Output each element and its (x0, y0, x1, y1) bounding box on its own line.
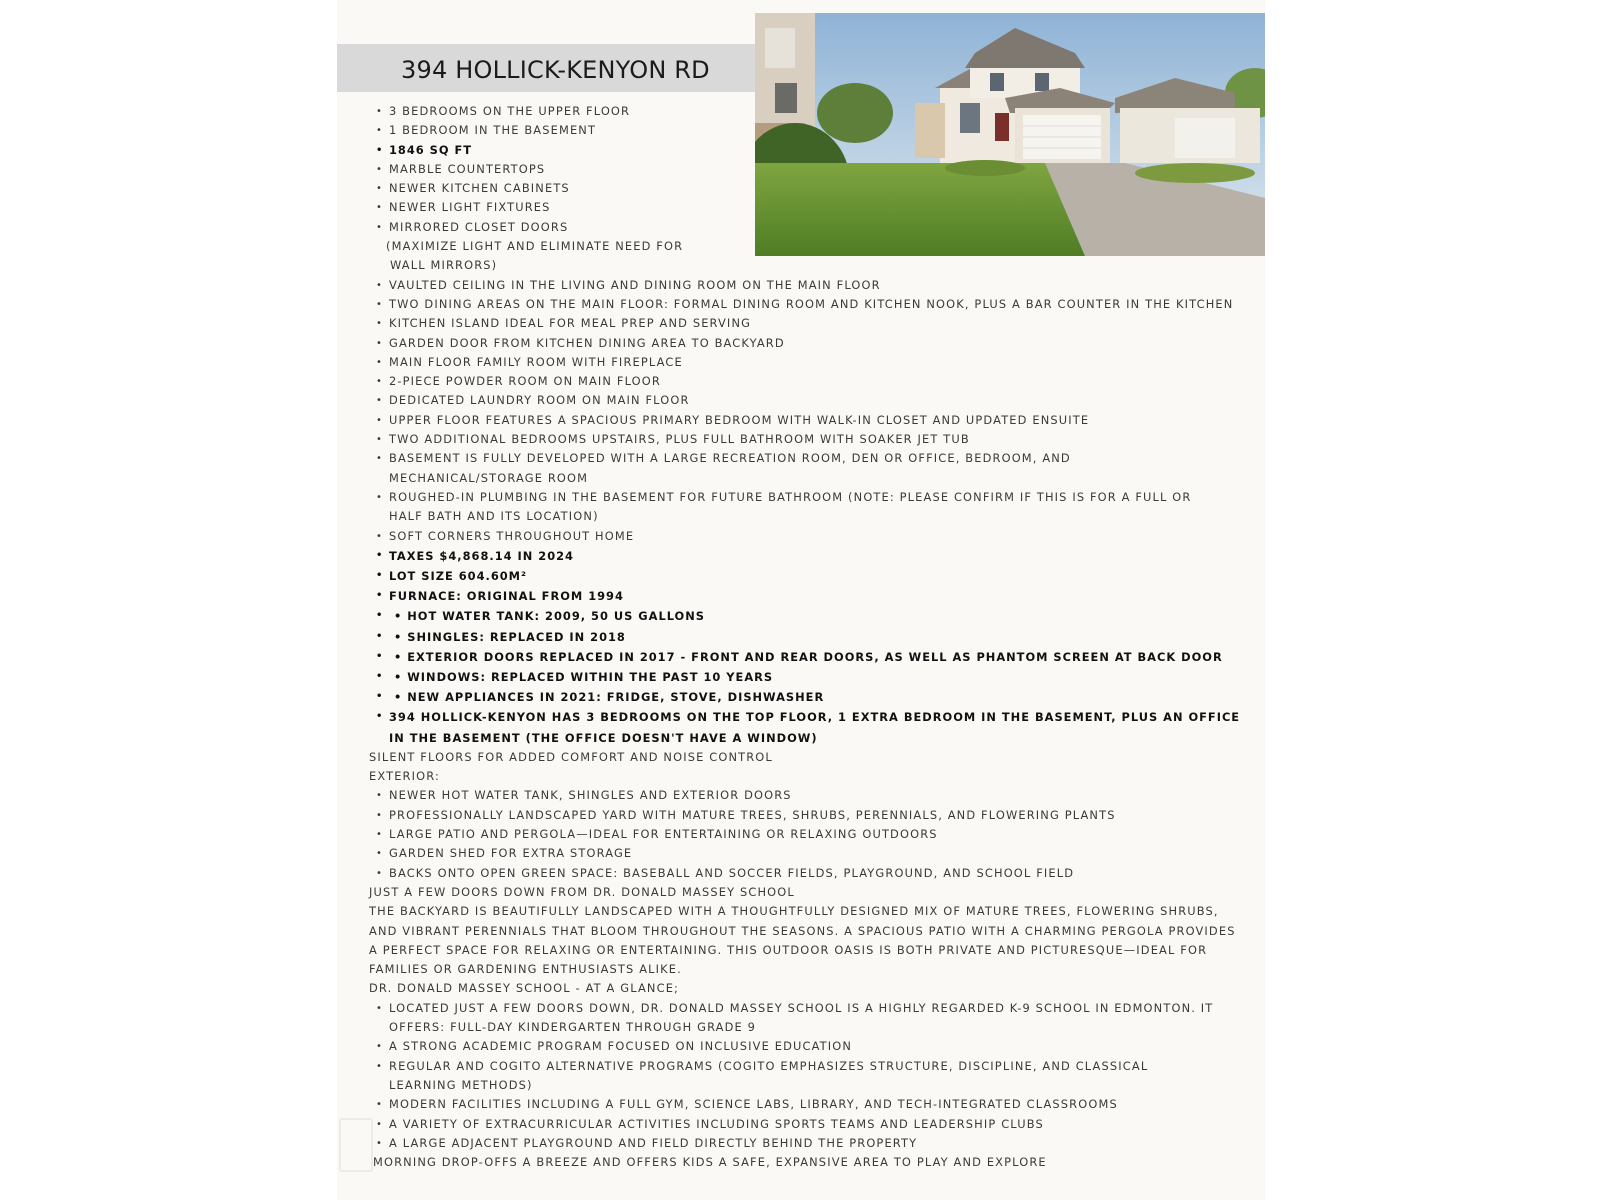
feature-item: • 3 BEDROOMS ON THE UPPER FLOOR (369, 102, 699, 121)
exterior-item: • LARGE PATIO AND PERGOLA—IDEAL FOR ENTERTAINING OR RELAXING OUTDOORS (369, 825, 1249, 844)
listing-sheet (337, 0, 1265, 1200)
exterior-item: • NEWER HOT WATER TANK, SHINGLES AND EXTERIOR DOORS (369, 786, 1249, 805)
feature-item: • DEDICATED LAUNDRY ROOM ON MAIN FLOOR (369, 391, 1249, 410)
exterior-item: • PROFESSIONALLY LANDSCAPED YARD WITH MATURE TREES, SHRUBS, PERENNIALS, AND FLOWERING PLANTS (369, 806, 1249, 825)
features-list-top (369, 102, 699, 237)
feature-item: • 2-PIECE POWDER ROOM ON MAIN FLOOR (369, 372, 1249, 391)
watermark-logo (339, 1118, 373, 1172)
listing-title: 394 HOLLICK-KENYON RD (401, 56, 710, 84)
feature-item: • TWO ADDITIONAL BEDROOMS UPSTAIRS, PLUS FULL BATHROOM WITH SOAKER JET TUB (369, 430, 1249, 449)
feature-item: • 1 BEDROOM IN THE BASEMENT (369, 121, 699, 140)
feature-item: • SOFT CORNERS THROUGHOUT HOME (369, 527, 1249, 546)
feature-item: • GARDEN DOOR FROM KITCHEN DINING AREA TO BACKYARD (369, 334, 1249, 353)
backyard-paragraph: THE BACKYARD IS BEAUTIFULLY LANDSCAPED WITH A THOUGHTFULLY DESIGNED MIX OF MATURE TREES, FLOWERING SHRUBS, AND VIBRANT PERENNIALS THAT BLOOM THROUGHOUT THE SEASONS. A SPACIOUS PATIO WITH A CHARMING PERGOLA PROVIDES A PERFECT SPACE FOR RELAXING OR ENTERTAINING. THIS OUTDOOR OASIS IS BOTH PRIVATE AND PICTURESQUE—IDEAL FOR FAMILIES OR GARDENING ENTHUSIASTS ALIKE. (369, 904, 1236, 977)
feature-item-sqft: • 1846 SQ FT (369, 141, 699, 160)
closing-line: MORNING DROP-OFFS A BREEZE AND OFFERS KIDS A SAFE, EXPANSIVE AREA TO PLAY AND EXPLORE (373, 1155, 1047, 1170)
mirror-note-line-2: WALL MIRRORS) (390, 258, 498, 273)
feature-item: • NEWER LIGHT FIXTURES (369, 198, 699, 217)
exterior-item: • BACKS ONTO OPEN GREEN SPACE: BASEBALL AND SOCCER FIELDS, PLAYGROUND, AND SCHOOL FIELD (369, 864, 1249, 883)
school-near-line: JUST A FEW DOORS DOWN FROM DR. DONALD MASSEY SCHOOL (369, 884, 795, 899)
feature-item: • UPPER FLOOR FEATURES A SPACIOUS PRIMARY BEDROOM WITH WALK-IN CLOSET AND UPDATED ENSUITE (369, 411, 1249, 430)
feature-item: • NEWER KITCHEN CABINETS (369, 179, 699, 198)
bedrooms-summary-item: • 394 HOLLICK-KENYON HAS 3 BEDROOMS ON THE TOP FLOOR, 1 EXTRA BEDROOM IN THE BASEMENT, PLUS AN OFFICE IN THE BASEMENT (THE OFFICE DOESN'T HAVE A WINDOW) (369, 707, 1249, 747)
school-item: • LOCATED JUST A FEW DOORS DOWN, DR. DONALD MASSEY SCHOOL IS A HIGHLY REGARDED K-9 SCHOOL IN EDMONTON. IT OFFERS: FULL-DAY KINDERGARTEN THROUGH GRADE 9 (369, 999, 1229, 1038)
school-list (369, 999, 1249, 1153)
furnace-item: • FURNACE: ORIGINAL FROM 1994 (369, 586, 1249, 606)
school-item: • A VARIETY OF EXTRACURRICULAR ACTIVITIES INCLUDING SPORTS TEAMS AND LEADERSHIP CLUBS (369, 1115, 1249, 1134)
feature-item: • KITCHEN ISLAND IDEAL FOR MEAL PREP AND SERVING (369, 314, 1249, 333)
appliances-item: • • NEW APPLIANCES IN 2021: FRIDGE, STOVE, DISHWASHER (369, 687, 1249, 707)
hot-water-item: • • HOT WATER TANK: 2009, 50 US GALLONS (369, 606, 1249, 626)
feature-item: • MIRRORED CLOSET DOORS (369, 218, 699, 237)
windows-item: • • WINDOWS: REPLACED WITHIN THE PAST 10 YEARS (369, 667, 1249, 687)
features-list-details (369, 546, 1249, 748)
shingles-item: • • SHINGLES: REPLACED IN 2018 (369, 627, 1249, 647)
school-item: • A STRONG ACADEMIC PROGRAM FOCUSED ON INCLUSIVE EDUCATION (369, 1037, 1249, 1056)
feature-item: • ROUGHED-IN PLUMBING IN THE BASEMENT FOR FUTURE BATHROOM (NOTE: PLEASE CONFIRM IF THIS IS FOR A FULL OR HALF BATH AND ITS LOCATION) (369, 488, 1209, 527)
silent-floors-line: SILENT FLOORS FOR ADDED COMFORT AND NOISE CONTROL (369, 749, 773, 764)
school-item: • A LARGE ADJACENT PLAYGROUND AND FIELD DIRECTLY BEHIND THE PROPERTY (369, 1134, 1249, 1153)
feature-item: • BASEMENT IS FULLY DEVELOPED WITH A LARGE RECREATION ROOM, DEN OR OFFICE, BEDROOM, AND MECHANICAL/STORAGE ROOM (369, 449, 1089, 488)
features-list-main (369, 276, 1249, 546)
lot-size-item: • LOT SIZE 604.60M² (369, 566, 1249, 586)
exterior-item: • GARDEN SHED FOR EXTRA STORAGE (369, 844, 1249, 863)
listing-content (369, 102, 1249, 1172)
taxes-item: • TAXES $4,868.14 IN 2024 (369, 546, 1249, 566)
school-item: • REGULAR AND COGITO ALTERNATIVE PROGRAMS (COGITO EMPHASIZES STRUCTURE, DISCIPLINE, AND CLASSICAL LEARNING METHODS) (369, 1057, 1169, 1096)
feature-item: • TWO DINING AREAS ON THE MAIN FLOOR: FORMAL DINING ROOM AND KITCHEN NOOK, PLUS A BAR COUNTER IN THE KITCHEN (369, 295, 1249, 314)
school-heading: DR. DONALD MASSEY SCHOOL - AT A GLANCE; (369, 981, 680, 996)
feature-item: • VAULTED CEILING IN THE LIVING AND DINING ROOM ON THE MAIN FLOOR (369, 276, 1249, 295)
exterior-heading: EXTERIOR: (369, 769, 440, 784)
exterior-doors-item: • • EXTERIOR DOORS REPLACED IN 2017 - FRONT AND REAR DOORS, AS WELL AS PHANTOM SCREEN AT BACK DOOR (369, 647, 1249, 667)
mirror-note-line-1: (MAXIMIZE LIGHT AND ELIMINATE NEED FOR (386, 239, 684, 254)
school-item: • MODERN FACILITIES INCLUDING A FULL GYM, SCIENCE LABS, LIBRARY, AND TECH-INTEGRATED CLASSROOMS (369, 1095, 1249, 1114)
feature-item: • MAIN FLOOR FAMILY ROOM WITH FIREPLACE (369, 353, 1249, 372)
feature-item: • MARBLE COUNTERTOPS (369, 160, 699, 179)
exterior-list (369, 786, 1249, 882)
